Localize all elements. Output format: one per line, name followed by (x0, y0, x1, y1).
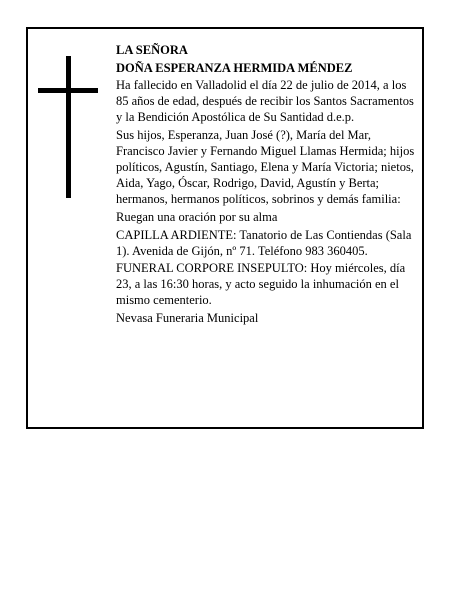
family-list: Sus hijos, Esperanza, Juan José (?), María del Mar, Francisco Javier y Fernando Miguel Llamas Hermida; hijos políticos, Agustín, Santiago, Elena y María Victoria; nietos, Aida, Yago, Óscar, Rodrigo, David, Agustín y Berta; hermanos, hermanos políticos, sobrinos y demás familia: (116, 127, 415, 207)
notice-text (116, 42, 416, 328)
deceased-name: DOÑA ESPERANZA HERMIDA MÉNDEZ (116, 60, 353, 75)
notice-title: LA SEÑORA (116, 43, 188, 57)
cross-icon (38, 56, 98, 198)
funeral-home: Nevasa Funeraria Municipal (116, 311, 259, 325)
prayer-request: Ruegan una oración por su alma (116, 209, 278, 224)
chapel-info: CAPILLA ARDIENTE: Tanatorio de Las Contiendas (Sala 1). Avenida de Gijón, nº 71. Teléfono 983 360405. (116, 227, 412, 258)
funeral-info: FUNERAL CORPORE INSEPULTO: Hoy miércoles, día 23, a las 16:30 horas, y acto seguido la inhumación en el mismo cementerio. (116, 261, 406, 308)
cross-horizontal-bar (38, 88, 98, 93)
death-statement: Ha fallecido en Valladolid el día 22 de julio de 2014, a los 85 años de edad, después de recibir los Santos Sacramentos y la Bendición Apostólica de Su Santidad d.e.p. (116, 78, 414, 125)
cross-vertical-bar (66, 56, 71, 198)
obituary-notice (26, 27, 424, 429)
